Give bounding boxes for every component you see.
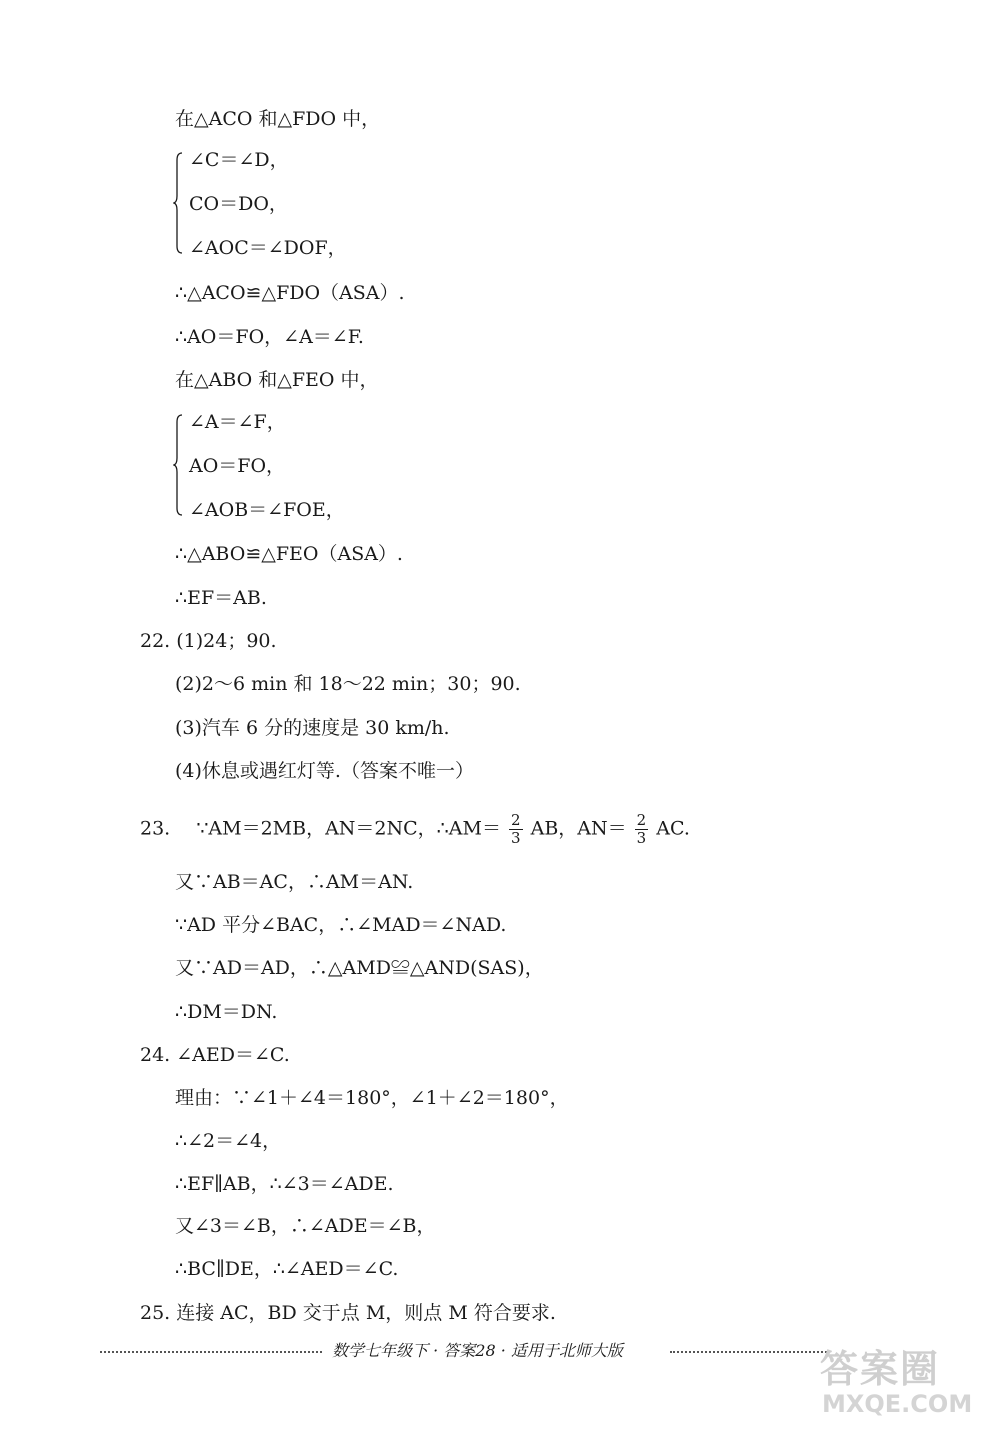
watermark-url: MXQE.COM [822,1390,973,1418]
text-line: 在△ABO 和△FEO 中， [175,369,379,391]
system-line: ∠A＝∠F， [189,411,286,433]
system-line: ∠AOB＝∠FOE， [189,499,345,521]
fraction-numerator: 2 [511,811,521,829]
watermark [820,1338,980,1424]
question-23 [140,812,690,847]
fraction-denominator: 3 [511,829,521,847]
watermark-logo: 答案圈 [820,1346,941,1391]
fraction [509,812,523,847]
text-line: ∴AO＝FO，∠A＝∠F. [175,326,364,348]
text-line: (4)休息或遇红灯等.（答案不唯一） [175,760,474,782]
text-line: (2)2～6 min 和 18～22 min；30；90. [175,673,521,695]
text-line: ∴EF∥AB，∴∠3＝∠ADE. [175,1173,394,1195]
text-line: 在△ACO 和△FDO 中， [175,108,381,130]
question-number: 23. [140,817,171,840]
text-line: ∴∠2＝∠4， [175,1130,282,1152]
fraction [635,812,649,847]
text-line: ∴△ACO≌△FDO（ASA）. [175,282,405,304]
text-line: ∴EF＝AB. [175,587,267,609]
equation-system [173,148,433,260]
text-segment: AC. [656,817,690,840]
text-segment: ∵AM＝2MB，AN＝2NC，∴AM＝ [196,817,501,840]
text-line: ∴△ABO≌△FEO（ASA）. [175,543,403,565]
text-line: 又∵AB＝AC，∴AM＝AN. [175,871,414,893]
footer-divider [100,1351,322,1353]
page-footer [100,1340,830,1362]
system-line: CO＝DO， [189,193,288,215]
question-22: 22. (1)24；90. [140,630,277,652]
footer-text: 数学七年级下 · 答案28 · 适用于北师大版 [332,1341,623,1360]
question-24: 24. ∠AED＝∠C. [140,1044,290,1066]
left-brace-icon [173,414,183,516]
text-line: ∴DM＝DN. [175,1001,278,1023]
system-line: ∠C＝∠D， [189,149,289,171]
equation-system [173,410,433,522]
text-line: ∴BC∥DE，∴∠AED＝∠C. [175,1258,399,1280]
text-line: 又∠3＝∠B，∴∠ADE＝∠B， [175,1215,436,1237]
text-line: 又∵AD＝AD，∴△AMD≌△AND(SAS)， [175,957,544,979]
question-25: 25. 连接 AC，BD 交于点 M，则点 M 符合要求. [140,1302,556,1324]
text-line: ∵AD 平分∠BAC，∴∠MAD＝∠NAD. [175,914,507,936]
system-line: ∠AOC＝∠DOF， [189,237,347,259]
footer-divider [670,1351,830,1353]
text-line: 理由：∵∠1＋∠4＝180°，∠1＋∠2＝180°， [175,1087,569,1109]
left-brace-icon [173,152,183,254]
text-line: (3)汽车 6 分的速度是 30 km/h. [175,717,450,739]
fraction-numerator: 2 [636,811,647,829]
system-line: AO＝FO， [189,455,286,477]
text-segment: AB，AN＝ [530,817,627,840]
fraction-denominator: 3 [636,829,647,847]
